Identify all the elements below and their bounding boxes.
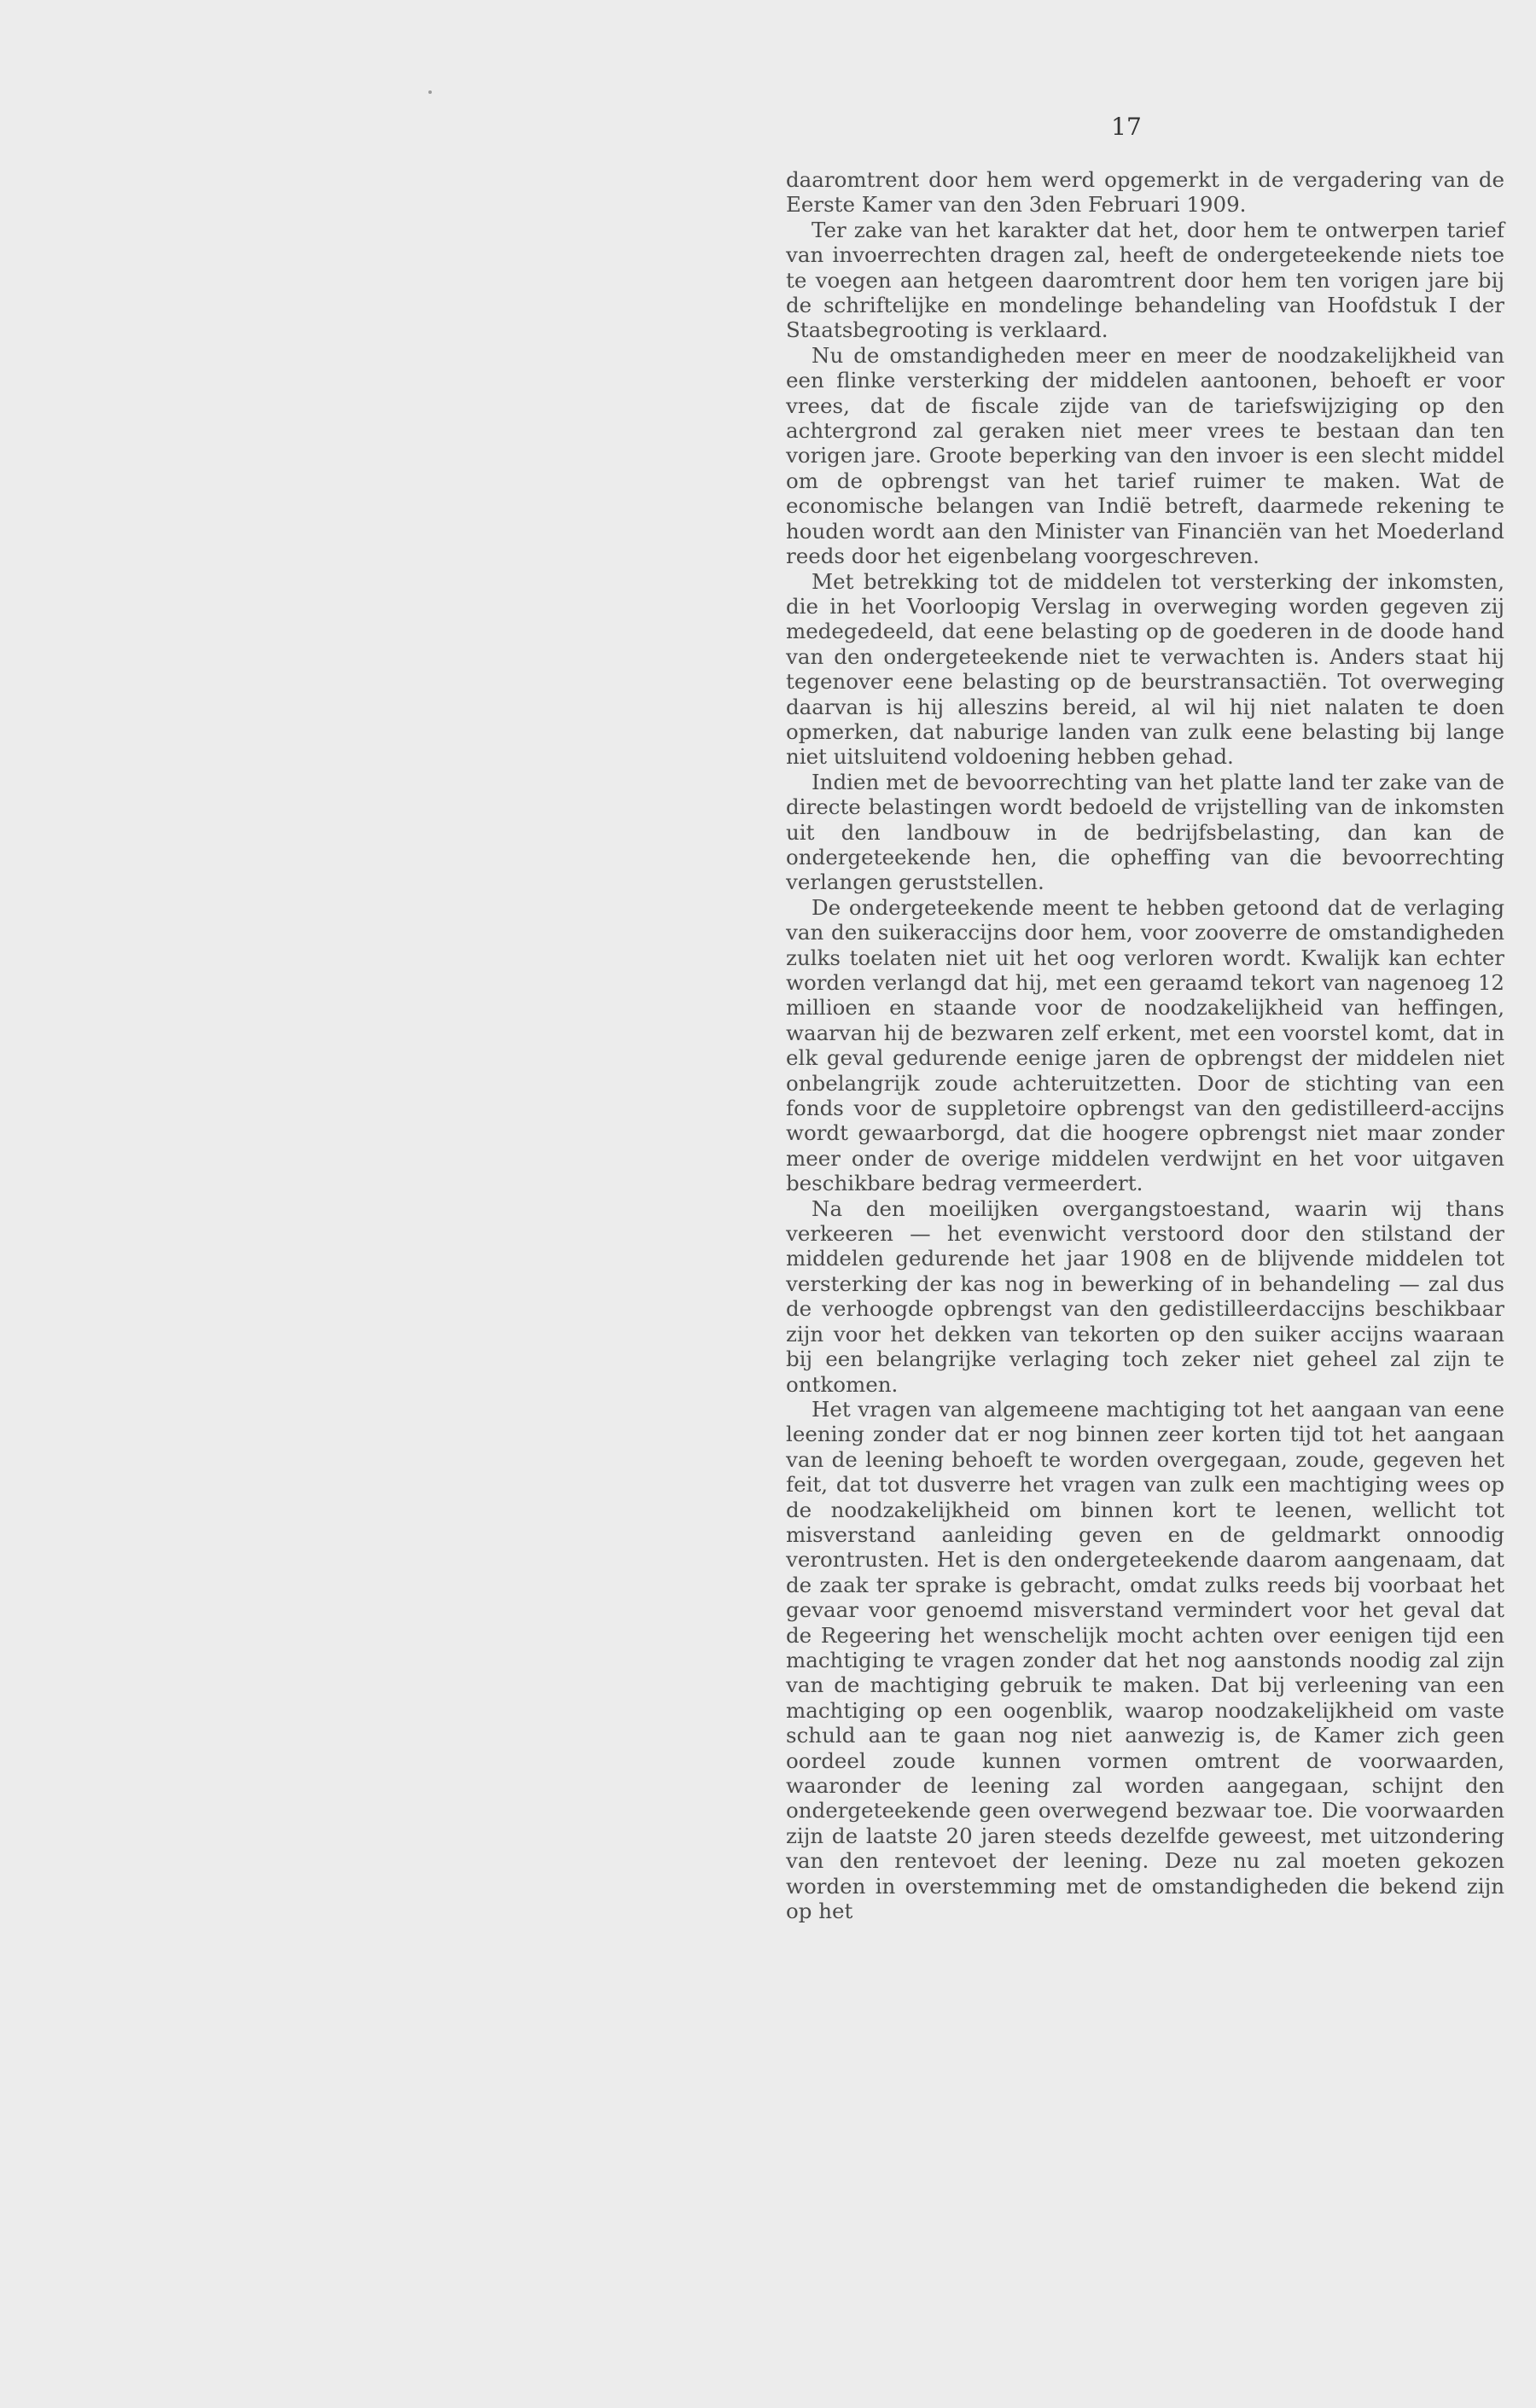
paragraph-8: Het vragen van algemeene machtiging tot het aangaan van eene leening zonder dat er nog binnen zeer korten tijd tot het aangaan van de leening behoeft te worden overgegaan, zoude, gegeven het feit, dat tot dusverre het vragen van zulk een machtiging wees op de noodzakelijkheid om binnen kort te leenen, wellicht tot misverstand aanleiding geven en de geldmarkt onnoodig verontrusten. Het is den ondergeteekende daarom aangenaam, dat de zaak ter sprake is gebracht, omdat zulks reeds bij voorbaat het gevaar voor genoemd misverstand vermindert voor het geval dat de Regeering het wenschelijk mocht achten over eenigen tijd een machtiging te vragen zonder dat het nog aanstonds noodig zal zijn van de machtiging gebruik te maken. Dat bij verleening van een machtiging op een oogenblik, waarop noodzakelijkheid om vaste schuld aan te gaan nog niet aanwezig is, de Kamer zich geen oordeel zoude kunnen vormen omtrent de voorwaarden, waaronder de leening zal worden aangegaan, schijnt den ondergeteekende geen overwegend bezwaar toe. Die voorwaarden zijn de laatste 20 jaren steeds dezelfde geweest, met uitzondering van den rentevoet der leening. Deze nu zal moeten gekozen worden in overstemming met de omstandigheden die bekend zijn op het xyxy=(786,1396,1504,1924)
paragraph-2: Ter zake van het karakter dat het, door hem te ontwerpen tarief van invoerrechten dragen zal, heeft de ondergeteekende niets toe te voegen aan hetgeen daaromtrent door hem ten vorigen jare bij de schriftelijke en mondelinge behandeling van Hoofdstuk I der Staatsbegrooting is verklaard. xyxy=(786,217,1504,343)
page-number: 17 xyxy=(1111,113,1142,141)
text-column xyxy=(786,167,1504,1923)
paragraph-4: Met betrekking tot de middelen tot versterking der inkomsten, die in het Voorloopig Verslag in overweging worden gegeven zij medegedeeld, dat eene belasting op de goederen in de doode hand van den ondergeteekende niet te verwachten is. Anders staat hij tegenover eene belasting op de beurstransactiën. Tot overweging daarvan is hij alleszins bereid, al wil hij niet nalaten te doen opmerken, dat naburige landen van zulk eene belasting bij lange niet uitsluitend voldoening hebben gehad. xyxy=(786,568,1504,770)
ink-speck xyxy=(428,90,432,94)
paragraph-7: Na den moeilijken overgangstoestand, waarin wij thans verkeeren — het evenwicht verstoord door den stilstand der middelen gedurende het jaar 1908 en de blijvende middelen tot versterking der kas nog in bewerking of in behandeling — zal dus de verhoogde opbrengst van den gedistilleerdaccijns beschikbaar zijn voor het dekken van tekorten op den suiker accijns waaraan bij een belangrijke verlaging toch zeker niet geheel zal zijn te ontkomen. xyxy=(786,1195,1504,1397)
paragraph-3: Nu de omstandigheden meer en meer de noodzakelijkheid van een flinke versterking der middelen aantoonen, behoeft er voor vrees, dat de fiscale zijde van de tariefswijziging op den achtergrond zal geraken niet meer vrees te bestaan dan ten vorigen jare. Groote beperking van den invoer is een slecht middel om de opbrengst van het tarief ruimer te maken. Wat de economische belangen van Indië betreft, daarmede rekening te houden wordt aan den Minister van Financiën van het Moederland reeds door het eigenbelang voorgeschreven. xyxy=(786,342,1504,569)
paragraph-6: De ondergeteekende meent te hebben getoond dat de verlaging van den suikeraccijns door hem, voor zooverre de omstandigheden zulks toelaten niet uit het oog verloren wordt. Kwalijk kan echter worden verlangd dat hij, met een geraamd tekort van nagenoeg 12 millioen en staande voor de noodzakelijkheid van heffingen, waarvan hij de bezwaren zelf erkent, met een voorstel komt, dat in elk geval gedurende eenige jaren de opbrengst der middelen niet onbelangrijk zoude achteruitzetten. Door de stichting van een fonds voor de suppletoire opbrengst van den gedistilleerd-accijns wordt gewaarborgd, dat die hoogere opbrengst niet maar zonder meer onder de overige middelen verdwijnt en het voor uitgaven beschikbare bedrag vermeerdert. xyxy=(786,894,1504,1196)
paragraph-1: daaromtrent door hem werd opgemerkt in de vergadering van de Eerste Kamer van den 3den Februari 1909. xyxy=(786,167,1504,218)
paragraph-5: Indien met de bevoorrechting van het platte land ter zake van de directe belastingen wordt bedoeld de vrijstelling van de inkomsten uit den landbouw in de bedrijfsbelasting, dan kan de ondergeteekende hen, die opheffing van die bevoorrechting verlangen geruststellen. xyxy=(786,769,1504,895)
